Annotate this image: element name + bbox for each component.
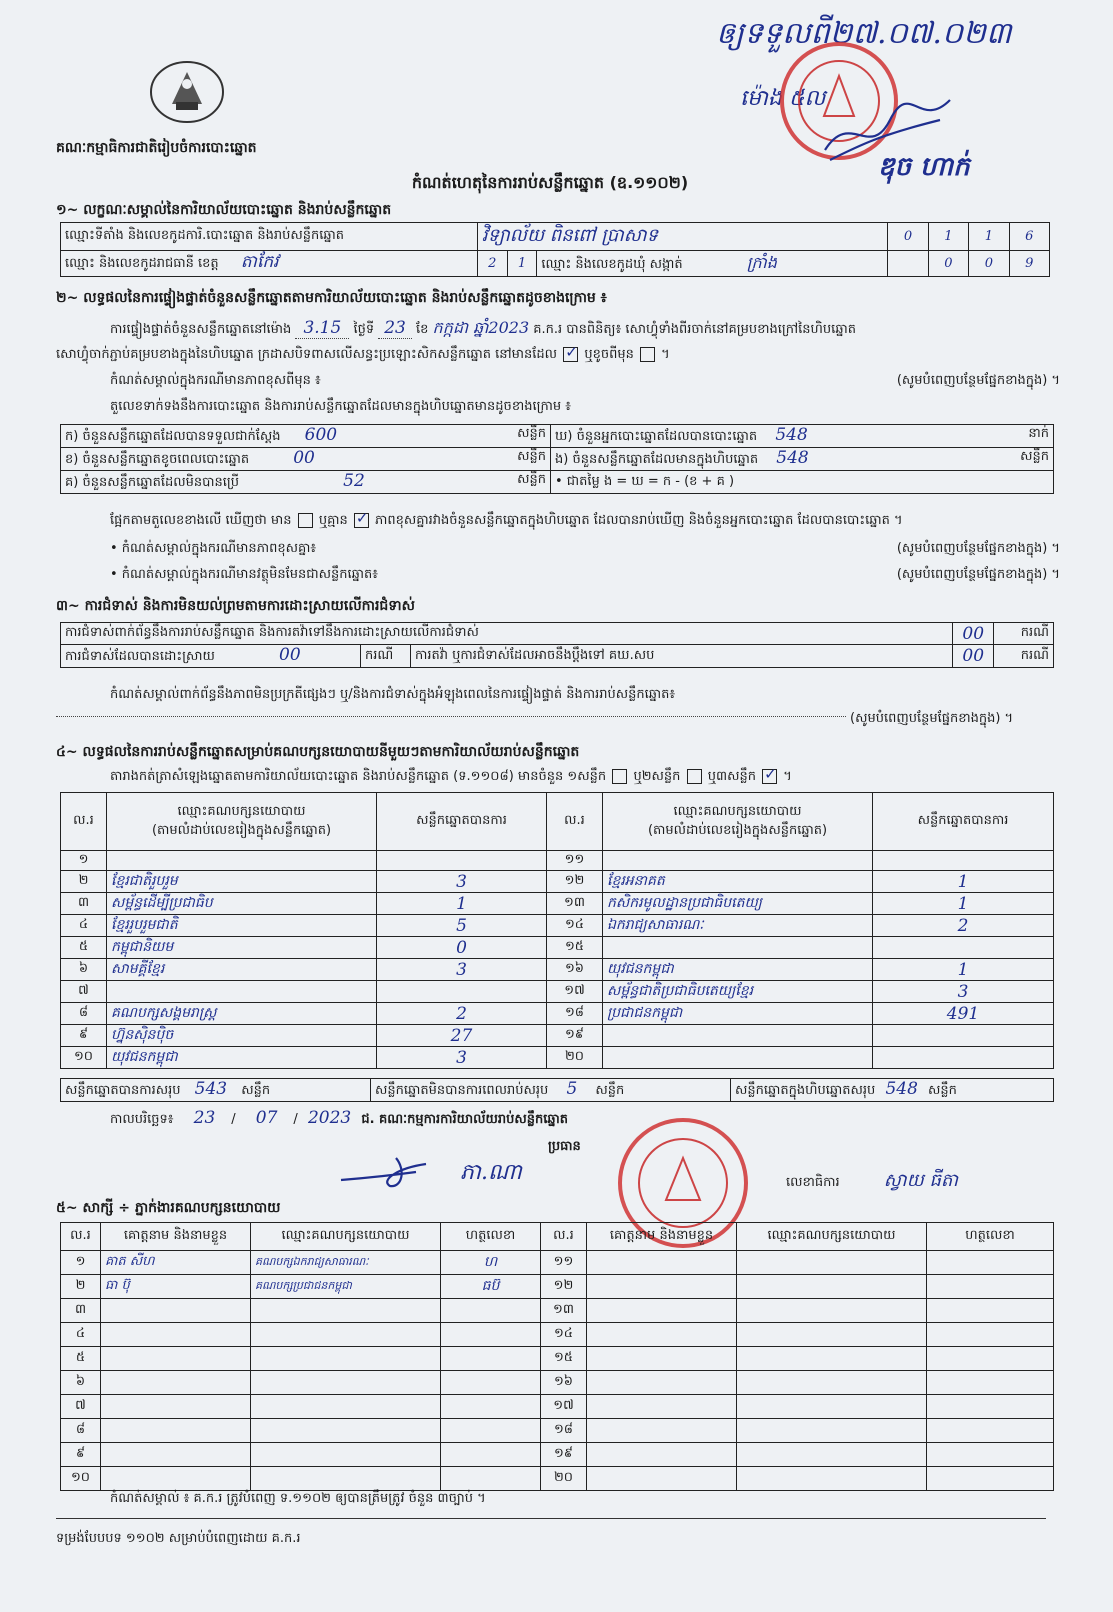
witness-row xyxy=(61,1395,1054,1419)
witness-signature xyxy=(441,1299,541,1323)
witness-row xyxy=(61,1347,1054,1371)
date-day: 23 xyxy=(193,1108,216,1128)
party-name: ខ្មែរជាតិរួបរួម xyxy=(107,871,377,893)
witness-signature xyxy=(927,1323,1054,1347)
witness-name xyxy=(587,1467,737,1491)
result-row xyxy=(61,1003,1054,1025)
one-sheet-checkbox[interactable] xyxy=(612,769,627,784)
province-code-2: 1 xyxy=(507,251,537,277)
inbox-label: ង) ចំនួនសន្លឹកឆ្នោតដែលមានក្នុងហិបឆ្នោត xyxy=(555,452,759,467)
appeal-unit: ករណី xyxy=(994,645,1054,668)
witness-row xyxy=(61,1275,1054,1299)
witness-name xyxy=(101,1347,251,1371)
witness-signature xyxy=(927,1395,1054,1419)
received-unit: សន្លឹក xyxy=(517,426,546,441)
party-votes: 2 xyxy=(377,1003,547,1025)
party-name: កម្ពុជានិយម xyxy=(107,937,377,959)
party-name xyxy=(107,851,377,871)
witness-no: ១៧ xyxy=(541,1395,587,1419)
witness-signature: ហ xyxy=(441,1251,541,1275)
fill-more-4: (សូមបំពេញបន្ថែមផ្នែកខាងក្នុង) ។ xyxy=(850,711,1014,726)
bullet2-text: • កំណត់សម្គាល់ក្នុងករណីមានវត្ថុមិនមែនជាសន្លឹកឆ្នោត៖ xyxy=(110,567,378,582)
verification-paragraph-2: សោហ្វុំចាក់ភ្ជាប់គម្របខាងក្នុងនៃហិបឆ្នោត ក្រដាសបិទពាសលើសន្ធះប្រឡោះសិកសន្លឹកឆ្នោត នៅមានដែល ✓ ឬខូចពីមុន ។ xyxy=(56,346,670,365)
party-votes: 3 xyxy=(377,1047,547,1069)
witness-name xyxy=(587,1395,737,1419)
witness-signature xyxy=(927,1299,1054,1323)
party-name xyxy=(603,1047,873,1069)
witness-name xyxy=(587,1299,737,1323)
party-votes: 3 xyxy=(377,871,547,893)
total-invalid: 5 xyxy=(566,1079,578,1099)
province-name: តាកែវ xyxy=(240,252,279,272)
witness-party xyxy=(737,1419,927,1443)
party-name: ខ្មែររួបរួមជាតិ xyxy=(107,915,377,937)
party-no: ៤ xyxy=(61,915,107,937)
witness-name xyxy=(587,1371,737,1395)
witness-no: ១ xyxy=(61,1251,101,1275)
witness-party xyxy=(251,1443,441,1467)
party-votes: 1 xyxy=(873,871,1054,893)
has-discrepancy-checkbox[interactable] xyxy=(298,513,313,528)
total-valid-unit: សន្លឹក xyxy=(241,1083,271,1098)
commune-code-1: 0 xyxy=(928,251,968,277)
witness-no: ២០ xyxy=(541,1467,587,1491)
section4-title: ៤~ លទ្ធផលនៃការរាប់សន្លឹកឆ្នោតសម្រាប់គណបក្សនយោបាយនីមួយៗតាមការិយាល័យរាប់សន្លឹកឆ្នោត xyxy=(56,744,580,760)
received-note: ឲ្យទទួលពី២៧.០៧.០២៣ xyxy=(716,16,1012,51)
receiver-name: ឌុច ហាក់ xyxy=(878,152,970,182)
witness-no: ៦ xyxy=(61,1371,101,1395)
witness-no: ៩ xyxy=(61,1443,101,1467)
party-no: ៨ xyxy=(61,1003,107,1025)
witness-party xyxy=(737,1443,927,1467)
witness-name xyxy=(101,1443,251,1467)
witness-signature xyxy=(927,1251,1054,1275)
irregularity-note: កំណត់សម្គាល់ពាក់ព័ន្ធនឹងភាពមិនប្រក្រតីផ្សេងៗ ឬ/និងការជំទាស់ក្នុងអំឡុងពេលនៃការផ្ទៀងផ្ទាត់ និងការរាប់សន្លឹកឆ្នោត៖ xyxy=(110,687,676,702)
difference-note-label: កំណត់សម្គាល់ក្នុងករណីមានភាពខុសពីមុន ៖ xyxy=(110,373,321,388)
witness-col-party-right: ឈ្មោះគណបក្សនយោបាយ xyxy=(737,1223,927,1251)
objection-label: ការជំទាស់ពាក់ព័ន្ធនឹងការរាប់សន្លឹកឆ្នោត និងការតវ៉ាទៅនឹងការដោះស្រាយលើការជំទាស់ xyxy=(61,623,953,645)
party-no: ១៧ xyxy=(547,981,603,1003)
spoiled-unit: សន្លឹក xyxy=(517,449,546,464)
station-code-4: 6 xyxy=(1009,223,1049,251)
witness-party xyxy=(251,1419,441,1443)
result-row xyxy=(61,959,1054,981)
appeal-value: 00 xyxy=(953,645,994,668)
witness-name xyxy=(587,1347,737,1371)
station-name: វិទ្យាល័យ ពិនពៅ ប្រាសាទ xyxy=(477,223,887,251)
org-name: គណៈកម្មាធិការជាតិរៀបចំការបោះឆ្នោត xyxy=(56,140,257,156)
date-label: កាលបរិច្ឆេទ៖ xyxy=(110,1112,174,1127)
party-name: ឯករាជ្យសាធារណៈ xyxy=(603,915,873,937)
witness-signature xyxy=(927,1371,1054,1395)
secretary-line xyxy=(786,1168,958,1195)
witness-name xyxy=(587,1443,737,1467)
total-box-label: សន្លឹកឆ្នោតក្នុងហិបឆ្នោតសរុប xyxy=(735,1083,876,1098)
chair-label: ប្រធាន xyxy=(548,1139,581,1154)
objection-value: 00 xyxy=(953,623,994,645)
witness-no: ៨ xyxy=(61,1419,101,1443)
witness-no: ២ xyxy=(61,1275,101,1299)
party-name: ខ្មែរអនាគត xyxy=(603,871,873,893)
witness-signature xyxy=(441,1371,541,1395)
witness-name xyxy=(587,1251,737,1275)
commune-code-2: 0 xyxy=(969,251,1009,277)
witness-no: ១៨ xyxy=(541,1419,587,1443)
chair-name: ភា.ណា xyxy=(460,1160,522,1185)
party-votes: 3 xyxy=(873,981,1054,1003)
witness-col-party-left: ឈ្មោះគណបក្សនយោបាយ xyxy=(251,1223,441,1251)
witness-no: ៣ xyxy=(61,1299,101,1323)
party-name: កសិករមូលដ្ឋានប្រជាធិបតេយ្យ xyxy=(603,893,873,915)
voted-label: ឃ) ចំនួនអ្នកបោះឆ្នោតដែលបានបោះឆ្នោត xyxy=(555,429,758,444)
party-votes: 0 xyxy=(377,937,547,959)
party-no: ១៤ xyxy=(547,915,603,937)
party-no: ១៩ xyxy=(547,1025,603,1047)
witness-no: ១៣ xyxy=(541,1299,587,1323)
party-no: ១៣ xyxy=(547,893,603,915)
witness-row xyxy=(61,1323,1054,1347)
party-name xyxy=(107,981,377,1003)
total-invalid-label: សន្លឹកឆ្នោតមិនបានការពេលរាប់សរុប xyxy=(375,1083,549,1098)
discrepancy-text-b: ឬគ្មាន xyxy=(318,513,348,528)
witness-signature xyxy=(441,1467,541,1491)
tally-text-b: ឬ២សន្លឹក xyxy=(633,769,681,784)
difference-note xyxy=(110,372,1060,391)
results-col-party-sub-right: (តាមលំដាប់លេខរៀងក្នុងសន្លឹកឆ្នោត) xyxy=(647,822,828,838)
discrepancy-text-a: ផ្អែកតាមតួលេខខាងលើ ឃើញថា មាន xyxy=(110,513,292,528)
party-votes: 27 xyxy=(377,1025,547,1047)
total-valid: 543 xyxy=(194,1079,228,1099)
unused-value: 52 xyxy=(343,471,365,491)
ballot-counts-table xyxy=(60,424,1054,494)
three-sheets-checkbox[interactable] xyxy=(762,769,777,784)
tally-sheet-line: តារាងកត់ត្រាសំឡេងឆ្នោតតាមការិយាល័យបោះឆ្នោត និងរាប់សន្លឹកឆ្នោត (ទ.១១០៨) មានចំនួន ១សន្លឹក ឬ២សន្លឹក ឬ៣សន្លឹក ✓ ។ xyxy=(110,768,792,787)
witness-signature xyxy=(927,1419,1054,1443)
party-name xyxy=(603,937,873,959)
witness-signature xyxy=(441,1443,541,1467)
witness-signature xyxy=(441,1419,541,1443)
formula-label: • ជាតម្លៃ ង = ឃ = ក - (ខ + គ ) xyxy=(555,473,735,489)
result-row xyxy=(61,871,1054,893)
fill-more-2: (សូមបំពេញបន្ថែមផ្នែកខាងក្នុង) ។ xyxy=(896,541,1060,556)
para-text-b: ថ្ងៃទី xyxy=(353,322,375,337)
damaged-checkbox[interactable] xyxy=(640,347,655,362)
tally-text-c: ឬ៣សន្លឹក xyxy=(707,769,756,784)
party-results-table xyxy=(60,792,1054,1069)
witness-name xyxy=(101,1371,251,1395)
party-votes: 5 xyxy=(377,915,547,937)
witness-signature xyxy=(927,1467,1054,1491)
witness-no: ១៤ xyxy=(541,1323,587,1347)
witness-party xyxy=(737,1395,927,1419)
party-no: ១១ xyxy=(547,851,603,871)
results-intro: តួលេខទាក់ទងនឹងការបោះឆ្នោត និងការរាប់សន្លឹកឆ្នោតដែលមានក្នុងហិបឆ្នោតមានដូចខាងក្រោម ៖ xyxy=(110,399,571,414)
result-row xyxy=(61,851,1054,871)
section1-title: ១~ លក្ខណៈសម្គាល់នៃការិយាល័យបោះឆ្នោត និងរាប់សន្លឹកឆ្នោត xyxy=(56,202,392,218)
commune-name: ក្រាំង xyxy=(746,252,777,272)
verify-month-year: កក្កដា ឆ្នាំ2023 xyxy=(432,318,530,337)
total-invalid-unit: សន្លឹក xyxy=(595,1083,625,1098)
witness-table xyxy=(60,1222,1054,1491)
para-text-e: សោហ្វុំចាក់ភ្ជាប់គម្របខាងក្នុងនៃហិបឆ្នោត ក្រដាសបិទពាសលើសន្ធះប្រឡោះសិកសន្លឹកឆ្នោត នៅមានដែល xyxy=(56,347,558,362)
witness-col-name-right: គោត្តនាម និងនាមខ្លួន xyxy=(587,1223,737,1251)
footer-text: ទម្រង់បែបបទ ១១០២ សម្រាប់បំពេញដោយ គ.ក.រ xyxy=(56,1531,301,1546)
party-name: សម្ព័ន្ធដើម្បីប្រជាធិប xyxy=(107,893,377,915)
witness-col-sign-right: ហត្ថលេខា xyxy=(927,1223,1054,1251)
party-no: ១ xyxy=(61,851,107,871)
witness-row xyxy=(61,1299,1054,1323)
result-row xyxy=(61,915,1054,937)
para-text-a: ការផ្ទៀងផ្ទាត់ចំនួនសន្លឹកឆ្នោតនៅម៉ោង xyxy=(110,322,292,337)
witness-no: ១១ xyxy=(541,1251,587,1275)
party-no: ១៦ xyxy=(547,959,603,981)
witness-name xyxy=(101,1299,251,1323)
party-votes xyxy=(377,981,547,1003)
station-label: ឈ្មោះទីតាំង និងលេខកូដការិ.បោះឆ្នោត និងរាប់សន្លឹកឆ្នោត xyxy=(61,223,478,251)
province-code-1: 2 xyxy=(477,251,507,277)
section2-title: ២~ លទ្ធផលនៃការផ្ទៀងផ្ទាត់ចំនួនសន្លឹកឆ្នោតតាមការិយាល័យបោះឆ្នោត និងរាប់សន្លឹកឆ្នោតដូចខាងក្រោម ៖ xyxy=(56,290,607,306)
received-label: ក) ចំនួនសន្លឹកឆ្នោតដែលបានទទួលជាក់ស្តែង xyxy=(65,429,281,444)
results-col-no-left: ល.រ xyxy=(61,793,107,851)
unused-unit: សន្លឹក xyxy=(517,472,546,487)
witness-name xyxy=(587,1275,737,1299)
witness-party xyxy=(737,1251,927,1275)
verify-day: 23 xyxy=(378,318,412,339)
witness-no: ១០ xyxy=(61,1467,101,1491)
party-no: ១២ xyxy=(547,871,603,893)
witness-no: ១៦ xyxy=(541,1371,587,1395)
station-id-table xyxy=(60,222,1050,277)
witness-row xyxy=(61,1419,1054,1443)
party-no: ៩ xyxy=(61,1025,107,1047)
party-name xyxy=(603,1025,873,1047)
verification-paragraph xyxy=(110,316,1060,342)
result-row xyxy=(61,937,1054,959)
secretary-label: លេខាធិការ xyxy=(786,1175,840,1190)
date-month: 07 xyxy=(255,1108,278,1128)
verify-time: 3.15 xyxy=(295,318,349,339)
results-col-party-sub-left: (តាមលំដាប់លេខរៀងក្នុងសន្លឹកឆ្នោត) xyxy=(151,822,332,838)
witness-name xyxy=(101,1323,251,1347)
or-damaged-label: ឬខូចពីមុន xyxy=(584,347,634,362)
party-votes xyxy=(377,851,547,871)
witness-col-no-right: ល.រ xyxy=(541,1223,587,1251)
commune-code-3: 9 xyxy=(1009,251,1049,277)
witness-row xyxy=(61,1371,1054,1395)
party-no: ១០ xyxy=(61,1047,107,1069)
section5-title: ៥~ សាក្សី ÷ ភ្នាក់ងារគណបក្សនយោបាយ xyxy=(56,1200,281,1216)
result-row xyxy=(61,1025,1054,1047)
spoiled-value: 00 xyxy=(293,448,315,468)
witness-no: ១៩ xyxy=(541,1443,587,1467)
chair-signature xyxy=(336,1150,456,1194)
discrepancy-line xyxy=(110,512,903,531)
witness-name: ធា ប៊ុ xyxy=(101,1275,251,1299)
witness-party xyxy=(251,1395,441,1419)
committee-label: ជ. គណៈកម្មការការិយាល័យរាប់សន្លឹកឆ្នោត xyxy=(361,1112,569,1127)
party-votes: 2 xyxy=(873,915,1054,937)
result-row xyxy=(61,981,1054,1003)
party-name: ហ្វ៊ុនស៊ិនប៉ិច xyxy=(107,1025,377,1047)
witness-name: គាត សីហ xyxy=(101,1251,251,1275)
party-no: ៣ xyxy=(61,893,107,915)
resolved-unit: ករណី xyxy=(361,645,411,668)
witness-signature xyxy=(927,1347,1054,1371)
fill-more-1: (សូមបំពេញបន្ថែមផ្នែកខាងក្នុង) ។ xyxy=(896,373,1060,388)
witness-no: ៤ xyxy=(61,1323,101,1347)
party-name: ប្រជាជនកម្ពុជា xyxy=(603,1003,873,1025)
fill-more-3: (សូមបំពេញបន្ថែមផ្នែកខាងក្នុង) ។ xyxy=(896,567,1060,582)
party-no: ១៨ xyxy=(547,1003,603,1025)
results-col-votes-right: សន្លឹកឆ្នោតបានការ xyxy=(873,793,1054,851)
party-name: យុវជនកម្ពុជា xyxy=(603,959,873,981)
witness-name xyxy=(101,1419,251,1443)
party-no: ២ xyxy=(61,871,107,893)
station-code-3: 1 xyxy=(969,223,1009,251)
witness-party xyxy=(251,1347,441,1371)
inbox-value: 548 xyxy=(776,448,809,468)
appeal-label: ការតវ៉ា ឬការជំទាស់ដែលអាចនឹងប្តឹងទៅ គឃ.សប xyxy=(411,645,953,668)
party-votes: 1 xyxy=(873,959,1054,981)
witness-no: ១២ xyxy=(541,1275,587,1299)
tally-text-a: តារាងកត់ត្រាសំឡេងឆ្នោតតាមការិយាល័យបោះឆ្នោត និងរាប់សន្លឹកឆ្នោត (ទ.១១០៨) មានចំនួន ១សន្លឹក xyxy=(110,769,607,784)
party-name: យុវជនកម្ពុជា xyxy=(107,1047,377,1069)
witness-signature: ធប៊ xyxy=(441,1275,541,1299)
witness-row xyxy=(61,1251,1054,1275)
witness-party: គណបក្សប្រជាជនកម្ពុជា xyxy=(251,1275,441,1299)
witness-no: ៧ xyxy=(61,1395,101,1419)
received-time: ម៉ោង ៥ល xyxy=(740,86,826,111)
secretary-name: ស្វាយ ធីតា xyxy=(883,1170,959,1191)
party-name xyxy=(603,851,873,871)
party-votes xyxy=(873,1025,1054,1047)
witness-name xyxy=(101,1467,251,1491)
para-text-d: គ.ក.រ បានពិនិត្យ៖ សោហ្វុំទាំងពីរចាក់នៅគម្របខាងក្រៅនៃហិបឆ្នោត xyxy=(533,322,856,337)
total-box: 548 xyxy=(885,1079,918,1099)
resolved-value: 00 xyxy=(279,645,301,665)
witness-name xyxy=(587,1323,737,1347)
party-no: ២០ xyxy=(547,1047,603,1069)
results-col-party-right: ឈ្មោះគណបក្សនយោបាយ xyxy=(673,803,802,819)
witness-signature xyxy=(927,1443,1054,1467)
witness-col-name-left: គោត្តនាម និងនាមខ្លួន xyxy=(101,1223,251,1251)
witness-col-sign-left: ហត្ថលេខា xyxy=(441,1223,541,1251)
nec-logo xyxy=(148,58,226,124)
witness-party: គណបក្សឯករាជ្យសាធារណៈ xyxy=(251,1251,441,1275)
witness-party xyxy=(737,1275,927,1299)
objection-unit: ករណី xyxy=(994,623,1054,645)
results-col-votes-left: សន្លឹកឆ្នោតបានការ xyxy=(377,793,547,851)
discrepancy-text-c: ភាពខុសគ្នារវាងចំនួនសន្លឹកឆ្នោតក្នុងហិបឆ្នោត ដែលបានរាប់ឃើញ និងចំនួនអ្នកបោះឆ្នោត ដែលបានបោះឆ្នោត ។ xyxy=(375,513,903,528)
party-votes: 1 xyxy=(377,893,547,915)
totals-table xyxy=(60,1078,1054,1102)
unused-label: គ) ចំនួនសន្លឹកឆ្នោតដែលមិនបានប្រើ xyxy=(65,475,239,490)
witness-party xyxy=(251,1371,441,1395)
witness-name xyxy=(101,1395,251,1419)
total-valid-label: សន្លឹកឆ្នោតបានការសរុប xyxy=(65,1083,181,1098)
result-row xyxy=(61,1047,1054,1069)
witness-party xyxy=(251,1323,441,1347)
party-votes: 3 xyxy=(377,959,547,981)
province-label: ឈ្មោះ និងលេខកូដរាជធានី ខេត្ត xyxy=(65,256,219,271)
witness-col-no-left: ល.រ xyxy=(61,1223,101,1251)
bullet1-text: • កំណត់សម្គាល់ក្នុងករណីមានភាពខុសគ្នា៖ xyxy=(110,541,317,556)
witness-signature xyxy=(441,1395,541,1419)
witness-party xyxy=(737,1299,927,1323)
party-no: ៥ xyxy=(61,937,107,959)
bullet-foreign-object xyxy=(110,566,1060,585)
witness-party xyxy=(251,1467,441,1491)
bullet-difference xyxy=(110,540,1060,559)
para-text-c: ខែ xyxy=(416,322,429,337)
results-col-party-left: ឈ្មោះគណបក្សនយោបាយ xyxy=(177,803,306,819)
date-year: 2023 xyxy=(307,1108,352,1128)
witness-party xyxy=(737,1323,927,1347)
witness-party xyxy=(737,1371,927,1395)
party-name: សាមគ្គីខ្មែរ xyxy=(107,959,377,981)
irregularity-line xyxy=(56,716,846,717)
witness-row xyxy=(61,1443,1054,1467)
witness-name xyxy=(587,1419,737,1443)
party-votes xyxy=(873,937,1054,959)
footer-rule xyxy=(56,1518,1046,1519)
station-code-2: 1 xyxy=(928,223,968,251)
party-no: ៧ xyxy=(61,981,107,1003)
form-title: កំណត់ហេតុនៃការរាប់សន្លឹកឆ្នោត (ឧ.១១០២) xyxy=(411,173,689,192)
party-votes xyxy=(873,851,1054,871)
date-line: កាលបរិច្ឆេទ៖ 23 / 07 / 2023 ជ. គណៈកម្មការការិយាល័យរាប់សន្លឹកឆ្នោត xyxy=(110,1108,569,1128)
party-votes: 491 xyxy=(873,1003,1054,1025)
voted-value: 548 xyxy=(775,425,808,445)
objections-table xyxy=(60,622,1054,668)
no-discrepancy-checkbox[interactable] xyxy=(354,513,369,528)
results-col-no-right: ល.រ xyxy=(547,793,603,851)
total-box-unit: សន្លឹក xyxy=(928,1083,957,1098)
party-name: គណបក្សសង្គមរាស្ត្រ xyxy=(107,1003,377,1025)
party-no: ១៥ xyxy=(547,937,603,959)
party-votes: 1 xyxy=(873,893,1054,915)
resolved-label: ការជំទាស់ដែលបានដោះស្រាយ xyxy=(65,649,215,664)
section3-title: ៣~ ការជំទាស់ និងការមិនយល់ព្រមតាមការដោះស្រាយលើការជំទាស់ xyxy=(56,598,415,614)
witness-no: ១៥ xyxy=(541,1347,587,1371)
party-votes xyxy=(873,1047,1054,1069)
witness-no: ៥ xyxy=(61,1347,101,1371)
witness-signature xyxy=(441,1347,541,1371)
received-value: 600 xyxy=(304,425,338,445)
witness-row xyxy=(61,1467,1054,1491)
station-code-1: 0 xyxy=(888,223,928,251)
party-name: សម្ព័ន្ធជាតិប្រជាធិបតេយ្យខ្មែរ xyxy=(603,981,873,1003)
commune-label: ឈ្មោះ និងលេខកូដឃុំ សង្កាត់ xyxy=(541,256,683,272)
witness-party xyxy=(737,1347,927,1371)
witness-signature xyxy=(441,1323,541,1347)
footnote: កំណត់សម្គាល់ ៖ គ.ក.រ ត្រូវបំពេញ ទ.១១០២ ឲ្យបានត្រឹមត្រូវ ចំនួន ៣ច្បាប់ ។ xyxy=(110,1491,486,1506)
witness-party xyxy=(251,1299,441,1323)
witness-signature xyxy=(927,1275,1054,1299)
spoiled-label: ខ) ចំនួនសន្លឹកឆ្នោតខូចពេលបោះឆ្នោត xyxy=(65,452,250,467)
two-sheets-checkbox[interactable] xyxy=(687,769,702,784)
witness-party xyxy=(737,1467,927,1491)
result-row xyxy=(61,893,1054,915)
intact-checkbox[interactable] xyxy=(563,347,578,362)
voted-unit: នាក់ xyxy=(1028,426,1049,441)
inbox-unit: សន្លឹក xyxy=(1020,449,1049,464)
party-no: ៦ xyxy=(61,959,107,981)
